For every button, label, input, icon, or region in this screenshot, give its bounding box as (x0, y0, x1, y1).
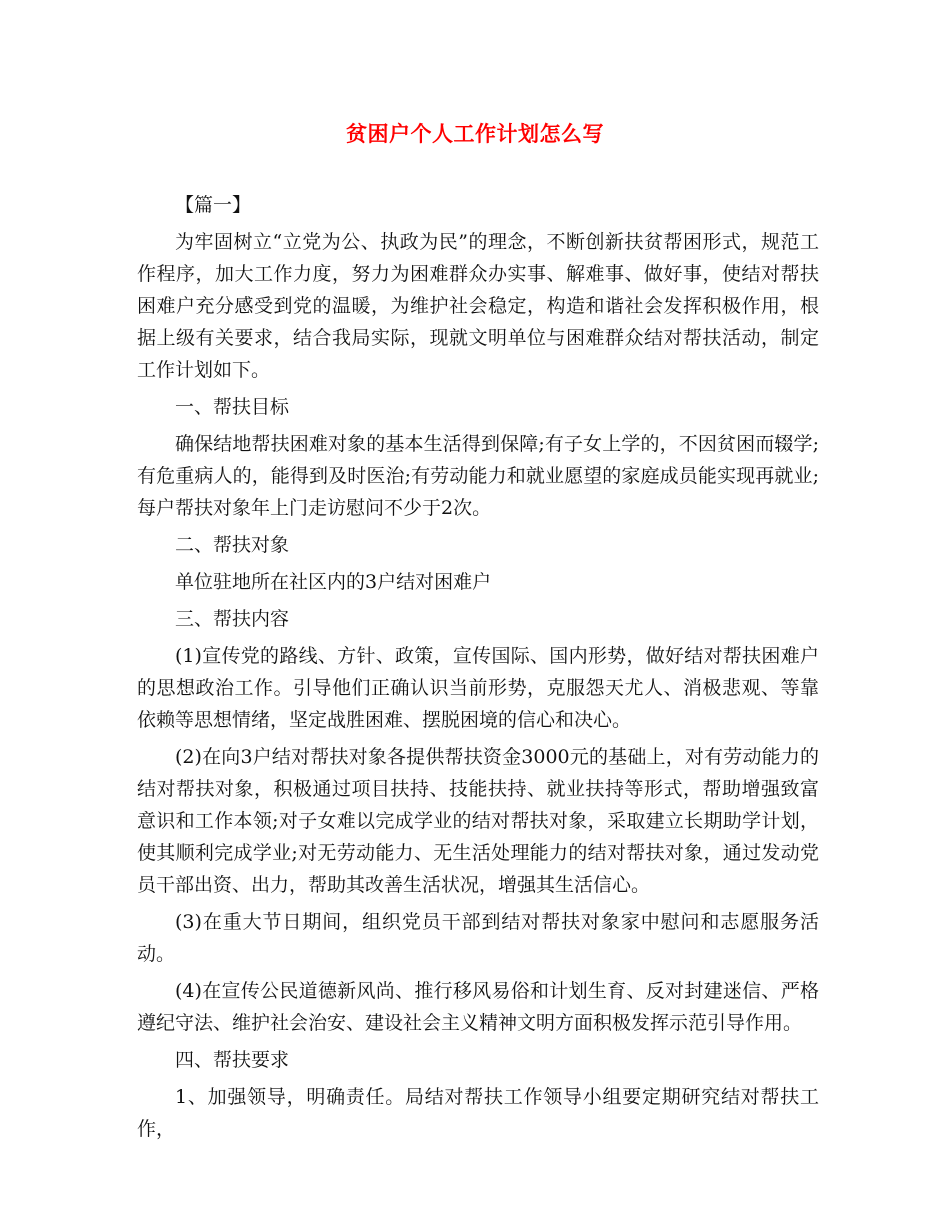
section-heading-part-one: 【篇一】 (175, 194, 252, 216)
requirements-item-1: 1、加强领导，明确责任。局结对帮扶工作领导小组要定期研究结对帮扶工作， (137, 1086, 819, 1140)
content-item-4: (4)在宣传公民道德新风尚、推行移风易俗和计划生育、反对封建迷信、严格遵纪守法、维护社会治安、建设社会主义精神文明方面积极发挥示范引导作用。 (137, 980, 819, 1034)
document-body (137, 189, 819, 1150)
goals-paragraph: 确保结地帮扶困难对象的基本生活得到保障;有子女上学的，不因贫困而辍学;有危重病人的，能得到及时医治;有劳动能力和就业愿望的家庭成员能实现再就业;每户帮扶对象年上门走访慰问不少于2次。 (137, 433, 819, 519)
heading-requirements: 四、帮扶要求 (175, 1049, 290, 1071)
heading-content: 三、帮扶内容 (175, 608, 290, 630)
content-item-2: (2)在向3户结对帮扶对象各提供帮扶资金3000元的基础上，对有劳动能力的结对帮扶对象，积极通过项目扶持、技能扶持、就业扶持等形式，帮助增强致富意识和工作本领;对子女难以完成学业的结对帮扶对象，采取建立长期助学计划，使其顺利完成学业;对无劳动能力、无生活处理能力的结对帮扶对象，通过发动党员干部出资、出力，帮助其改善生活状况，增强其生活信心。 (137, 746, 819, 896)
targets-paragraph: 单位驻地所在社区内的3户结对困难户 (175, 571, 492, 593)
document-title: 贫困户个人工作计划怎么写 (346, 121, 604, 146)
heading-goals: 一、帮扶目标 (175, 396, 290, 418)
content-item-1: (1)宣传党的路线、方针、政策，宣传国际、国内形势，做好结对帮扶困难户的思想政治工作。引导他们正确认识当前形势，克服怨天尤人、消极悲观、等靠依赖等思想情绪，坚定战胜困难、摆脱困境的信心和决心。 (137, 645, 819, 731)
content-item-3: (3)在重大节日期间，组织党员干部到结对帮扶对象家中慰问和志愿服务活动。 (137, 911, 819, 965)
intro-paragraph: 为牢固树立“立党为公、执政为民”的理念，不断创新扶贫帮困形式，规范工作程序，加大工作力度，努力为困难群众办实事、解难事、做好事，使结对帮扶困难户充分感受到党的温暖，为维护社会稳定，构造和谐社会发挥积极作用，根据上级有关要求，结合我局实际，现就文明单位与困难群众结对帮扶活动，制定工作计划如下。 (137, 231, 819, 381)
heading-targets: 二、帮扶对象 (175, 534, 290, 556)
